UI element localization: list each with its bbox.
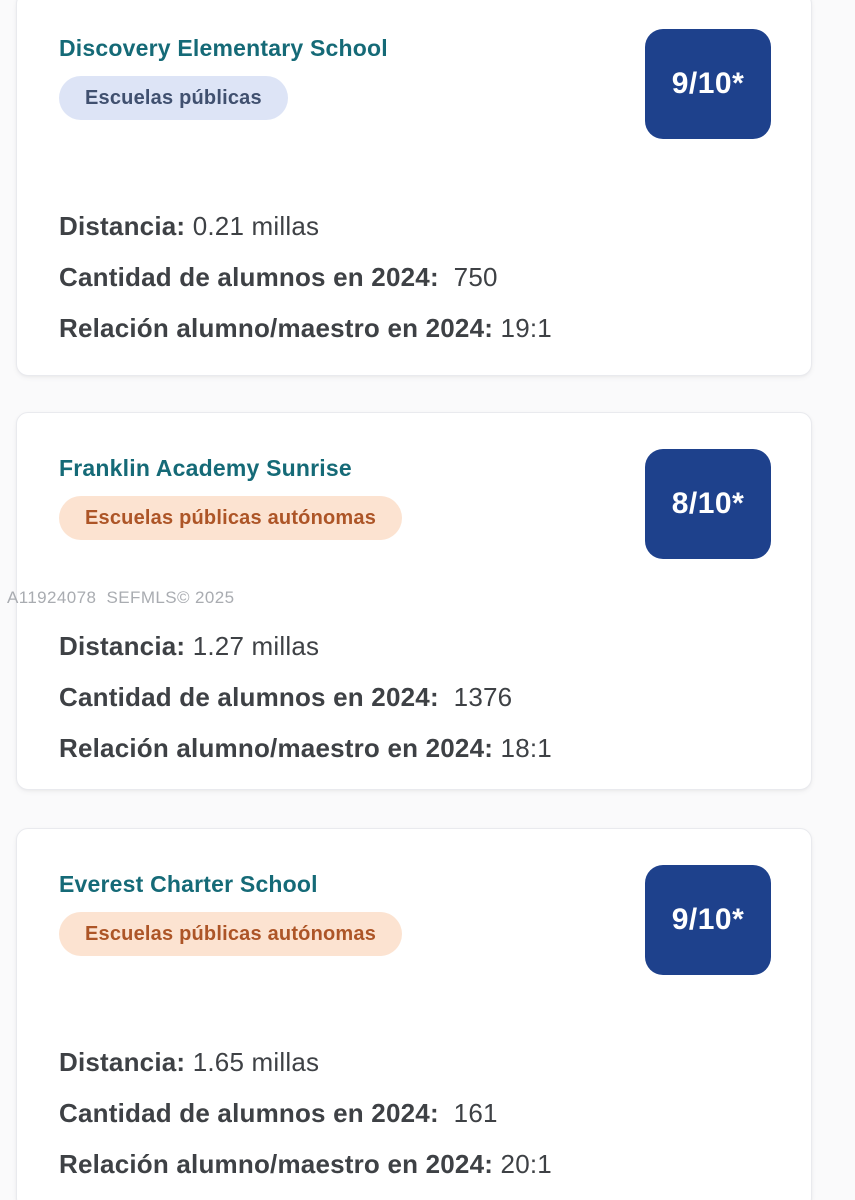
school-card-header <box>59 455 771 559</box>
school-type-badge: Escuelas públicas autónomas <box>59 912 402 956</box>
distance-line <box>59 631 771 661</box>
students-line <box>59 682 771 712</box>
school-rating-badge: 9/10* <box>645 865 771 975</box>
school-card-header <box>59 871 771 975</box>
ratio-value: 19:1 <box>500 313 552 343</box>
distance-value: 1.65 millas <box>192 1047 320 1077</box>
ratio-value: 18:1 <box>500 733 552 763</box>
school-card-title-group <box>59 871 402 956</box>
mls-watermark: A11924078 SEFMLS© 2025 <box>7 588 235 607</box>
students-label: Cantidad de alumnos en 2024: <box>59 262 439 292</box>
ratio-line <box>59 733 771 763</box>
school-name-link[interactable]: Everest Charter School <box>59 871 318 897</box>
school-card-header <box>59 35 771 139</box>
school-details <box>59 1047 771 1179</box>
students-label: Cantidad de alumnos en 2024: <box>59 682 439 712</box>
school-card <box>16 412 812 790</box>
school-rating-badge: 9/10* <box>645 29 771 139</box>
students-line <box>59 1098 771 1128</box>
ratio-label: Relación alumno/maestro en 2024: <box>59 733 494 763</box>
ratio-label: Relación alumno/maestro en 2024: <box>59 1149 494 1179</box>
ratio-line <box>59 1149 771 1179</box>
school-card <box>16 828 812 1200</box>
distance-label: Distancia: <box>59 1047 186 1077</box>
school-card <box>16 0 812 376</box>
school-details <box>59 631 771 763</box>
ratio-line <box>59 313 771 343</box>
school-details <box>59 211 771 343</box>
distance-value: 0.21 millas <box>192 211 320 241</box>
school-card-title-group <box>59 35 388 120</box>
distance-value: 1.27 millas <box>192 631 320 661</box>
school-name-link[interactable]: Discovery Elementary School <box>59 35 388 61</box>
school-type-badge: Escuelas públicas <box>59 76 288 120</box>
distance-label: Distancia: <box>59 211 186 241</box>
students-value: 750 <box>446 262 498 292</box>
distance-line <box>59 1047 771 1077</box>
school-rating-badge: 8/10* <box>645 449 771 559</box>
school-card-title-group <box>59 455 402 540</box>
distance-line <box>59 211 771 241</box>
students-line <box>59 262 771 292</box>
students-label: Cantidad de alumnos en 2024: <box>59 1098 439 1128</box>
distance-label: Distancia: <box>59 631 186 661</box>
school-name-link[interactable]: Franklin Academy Sunrise <box>59 455 352 481</box>
ratio-value: 20:1 <box>500 1149 552 1179</box>
students-value: 161 <box>446 1098 498 1128</box>
students-value: 1376 <box>446 682 513 712</box>
ratio-label: Relación alumno/maestro en 2024: <box>59 313 494 343</box>
school-type-badge: Escuelas públicas autónomas <box>59 496 402 540</box>
